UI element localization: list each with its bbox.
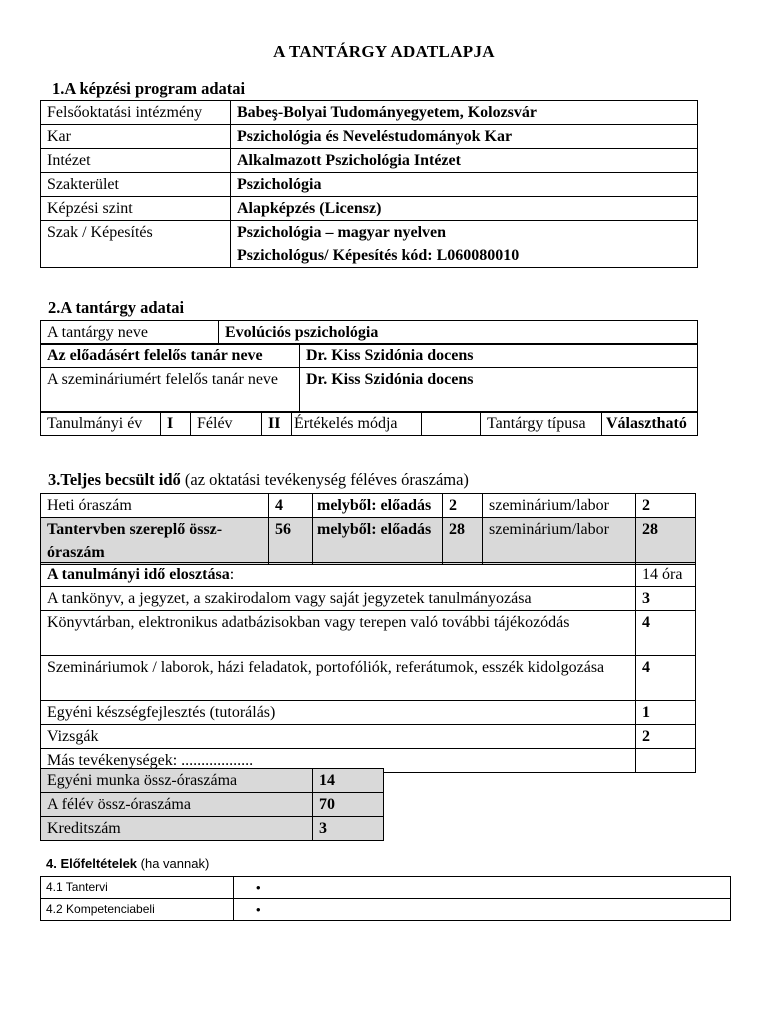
table-row bbox=[41, 368, 698, 413]
activity-label: Szemináriumok / laborok, házi feladatok, portofóliók, referátumok, esszék kidolgozása bbox=[41, 656, 636, 701]
section4-heading-title: 4. Előfeltételek bbox=[46, 856, 138, 871]
prerequisite-label: 4.2 Kompetenciabeli bbox=[41, 899, 234, 921]
prerequisite-value: • bbox=[234, 877, 731, 899]
specialization-value bbox=[231, 221, 698, 268]
prerequisite-label: 4.1 Tantervi bbox=[41, 877, 234, 899]
section2-heading: 2.A tantárgy adatai bbox=[48, 298, 185, 317]
course-name-table bbox=[40, 320, 698, 345]
weekly-hours-value: 4 bbox=[269, 494, 313, 518]
semester-value: II bbox=[262, 412, 292, 436]
year-value: I bbox=[161, 412, 191, 436]
course-name-value: Evolúciós pszichológia bbox=[219, 321, 698, 345]
distribution-value: 14 óra bbox=[636, 563, 696, 587]
summary-label: Kreditszám bbox=[41, 817, 313, 841]
institute-value: Alkalmazott Pszichológia Intézet bbox=[231, 149, 698, 173]
table-row bbox=[41, 197, 698, 221]
table-row bbox=[41, 344, 698, 368]
field-value: Pszichológia bbox=[231, 173, 698, 197]
prerequisites-table bbox=[40, 876, 731, 921]
activity-label: Más tevékenységek: .................. bbox=[41, 749, 636, 773]
evaluation-label: Értékelés módja bbox=[292, 412, 422, 436]
table-row bbox=[41, 321, 698, 345]
hours-table bbox=[40, 493, 696, 565]
total-hours-value: 56 bbox=[269, 518, 313, 565]
level-label: Képzési szint bbox=[41, 197, 231, 221]
table-row bbox=[41, 412, 698, 436]
distribution-label-text: A tanulmányi idő elosztása bbox=[47, 566, 230, 583]
summary-value: 70 bbox=[313, 793, 384, 817]
activity-label: Egyéni készségfejlesztés (tutorálás) bbox=[41, 701, 636, 725]
seminar-teacher-value: Dr. Kiss Szidónia docens bbox=[300, 368, 698, 413]
specialization-line-1: Pszichológia – magyar nyelven bbox=[237, 224, 447, 241]
activity-value: 4 bbox=[636, 611, 696, 656]
activity-label: Vizsgák bbox=[41, 725, 636, 749]
summary-value: 14 bbox=[313, 769, 384, 793]
total-hours-label: Tantervben szereplő össz-óraszám bbox=[41, 518, 269, 565]
activity-value: 4 bbox=[636, 656, 696, 701]
section1-heading: 1.A képzési program adatai bbox=[52, 79, 246, 98]
level-value: Alapképzés (Licensz) bbox=[231, 197, 698, 221]
time-distribution-table bbox=[40, 562, 696, 773]
lecturer-value: Dr. Kiss Szidónia docens bbox=[300, 344, 698, 368]
table-row bbox=[41, 877, 731, 899]
summary-label: Egyéni munka össz-óraszáma bbox=[41, 769, 313, 793]
activity-label: Könyvtárban, elektronikus adatbázisokban vagy terepen való további tájékozódás bbox=[41, 611, 636, 656]
table-row bbox=[41, 494, 696, 518]
table-row bbox=[41, 899, 731, 921]
institution-label: Felsőoktatási intézmény bbox=[41, 101, 231, 125]
table-row bbox=[41, 725, 696, 749]
prerequisite-value: • bbox=[234, 899, 731, 921]
total-seminar-value: 28 bbox=[636, 518, 696, 565]
activity-label: A tankönyv, a jegyzet, a szakirodalom vagy saját jegyzetek tanulmányozása bbox=[41, 587, 636, 611]
program-data-table bbox=[40, 100, 698, 268]
faculty-value: Pszichológia és Neveléstudományok Kar bbox=[231, 125, 698, 149]
weekly-seminar-label: szeminárium/labor bbox=[483, 494, 636, 518]
year-label: Tanulmányi év bbox=[41, 412, 161, 436]
institute-label: Intézet bbox=[41, 149, 231, 173]
distribution-label bbox=[41, 563, 636, 587]
weekly-lecture-value: 2 bbox=[443, 494, 483, 518]
section3-heading-note: (az oktatási tevékenység féléves óraszáma) bbox=[180, 470, 469, 489]
table-row bbox=[41, 518, 696, 565]
table-row bbox=[41, 611, 696, 656]
table-row bbox=[41, 587, 696, 611]
institution-value: Babeş-Bolyai Tudományegyetem, Kolozsvár bbox=[231, 101, 698, 125]
semester-label: Félév bbox=[191, 412, 262, 436]
field-label: Szakterület bbox=[41, 173, 231, 197]
hours-summary-table bbox=[40, 768, 384, 841]
evaluation-value bbox=[422, 412, 481, 436]
course-type-label: Tantárgy típusa bbox=[481, 412, 602, 436]
activity-value: 3 bbox=[636, 587, 696, 611]
section3-heading-title: 3.Teljes becsült idő bbox=[48, 470, 181, 489]
table-row bbox=[41, 701, 696, 725]
total-lecture-value: 28 bbox=[443, 518, 483, 565]
distribution-label-colon: : bbox=[229, 566, 235, 583]
weekly-lecture-label: melyből: előadás bbox=[313, 494, 443, 518]
total-seminar-label: szeminárium/labor bbox=[483, 518, 636, 565]
table-row bbox=[41, 769, 384, 793]
table-row bbox=[41, 656, 696, 701]
table-row bbox=[41, 173, 698, 197]
total-lecture-label: melyből: előadás bbox=[313, 518, 443, 565]
activity-value: 2 bbox=[636, 725, 696, 749]
table-row bbox=[41, 149, 698, 173]
activity-value bbox=[636, 749, 696, 773]
table-row bbox=[41, 817, 384, 841]
course-meta-table bbox=[40, 411, 698, 436]
faculty-label: Kar bbox=[41, 125, 231, 149]
specialization-label: Szak / Képesítés bbox=[41, 221, 231, 268]
table-row bbox=[41, 125, 698, 149]
table-row bbox=[41, 221, 698, 268]
course-type-value: Választható bbox=[602, 412, 698, 436]
summary-label: A félév össz-óraszáma bbox=[41, 793, 313, 817]
weekly-seminar-value: 2 bbox=[636, 494, 696, 518]
weekly-hours-label: Heti óraszám bbox=[41, 494, 269, 518]
course-teachers-table bbox=[40, 343, 698, 413]
section4-heading bbox=[46, 856, 209, 871]
seminar-teacher-label: A szemináriumért felelős tanár neve bbox=[41, 368, 300, 413]
table-row bbox=[41, 793, 384, 817]
section3-heading bbox=[48, 470, 469, 490]
summary-value: 3 bbox=[313, 817, 384, 841]
activity-value: 1 bbox=[636, 701, 696, 725]
course-name-label: A tantárgy neve bbox=[41, 321, 219, 345]
specialization-line-2: Pszichológus/ Képesítés kód: L060080010 bbox=[237, 247, 520, 264]
section4-heading-note: (ha vannak) bbox=[137, 856, 210, 871]
lecturer-label: Az előadásért felelős tanár neve bbox=[41, 344, 300, 368]
table-row bbox=[41, 101, 698, 125]
document-title: A TANTÁRGY ADATLAPJA bbox=[273, 42, 495, 61]
table-row bbox=[41, 563, 696, 587]
